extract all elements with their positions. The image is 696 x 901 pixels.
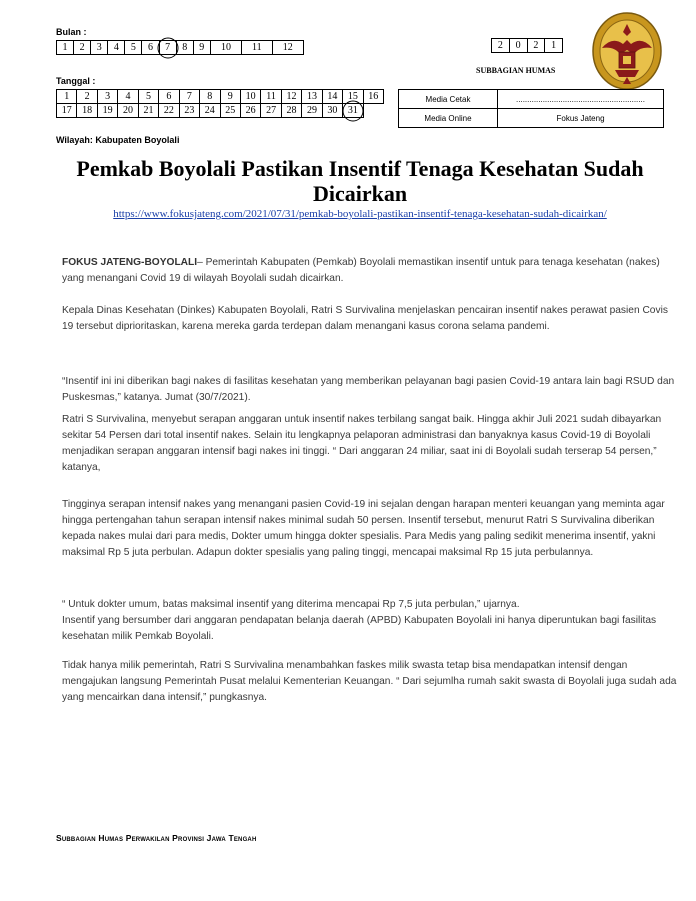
paragraph-5: Tingginya serapan intensif nakes yang menangani pasien Covid-19 ini sejalan dengan harapan menteri keuangan yang meminta agar hingga pertengahan tahun serapan intensif nakes minimal sudah 50 persen. Insentif tersebut, menurut Ratri S Survivalina diberikan kepada nakes mulai dari para medis, Dokter umum hingga dokter spesialis. Para Medis yang paling sedikit menerima insentif, yakni maksimal Rp 5 juta perbulan. Adapun dokter spesialis yang paling tinggi, mencapai maksimal Rp 15 juta perbulannya. <box>62 499 665 558</box>
tgl1-cell: 15 <box>343 90 363 104</box>
tgl1-cell: 12 <box>281 90 301 104</box>
bulan-cell: 1 <box>57 41 74 55</box>
tgl2-cell: 24 <box>200 104 220 118</box>
bulan-cell: 10 <box>210 41 241 55</box>
footer-label: Subbagian Humas Perwakilan Provinsi Jawa Tengah <box>56 833 257 843</box>
garuda-emblem <box>590 10 664 92</box>
tgl1-cell: 6 <box>159 90 179 104</box>
bulan-cell: 7 <box>159 41 176 55</box>
article-url-link[interactable]: https://www.fokusjateng.com/2021/07/31/pemkab-boyolali-pastikan-insentif-tenaga-kesehatan-sudah-dicairkan/ <box>113 208 607 220</box>
article-lead: FOKUS JATENG-BOYOLALI <box>62 257 198 268</box>
tgl1-cell: 2 <box>77 90 97 104</box>
tgl1-cell: 9 <box>220 90 240 104</box>
paragraph-3: “Insentif ini ini diberikan bagi nakes di fasilitas kesehatan yang memberikan pelayanan bagi pasien Covid-19 antara lain bagi RSUD dan Puskesmas,” katanya. Jumat (30/7/2021). <box>62 376 675 403</box>
media-table <box>398 89 664 128</box>
tgl2-cell: 26 <box>240 104 260 118</box>
year-cell: 2 <box>527 39 545 53</box>
bulan-cell: 2 <box>74 41 91 55</box>
tgl2-cell: 28 <box>281 104 301 118</box>
media-online-value: Fokus Jateng <box>498 109 664 128</box>
media-online-label: Media Online <box>399 109 498 128</box>
paragraph-7: Insentif yang bersumber dari anggaran pendapatan belanja daerah (APBD) Kabupaten Boyolali ini hanya diperuntukan bagi fasilitas kesehatan milik Pemkab Boyolali. <box>62 615 657 642</box>
tgl2-cell: 22 <box>159 104 179 118</box>
tgl1-cell: 8 <box>200 90 220 104</box>
year-cell: 2 <box>492 39 510 53</box>
tanggal-grid <box>56 89 384 118</box>
tgl1-cell: 4 <box>118 90 138 104</box>
tanggal-label: Tanggal : <box>56 76 96 86</box>
paragraph-1-text: – Pemerintah Kabupaten (Pemkab) Boyolali memastikan insentif untuk para tenaga kesehatan (nakes) yang menangani Covid 19 di wilayah Boyolali sudah dicairkan. <box>62 257 660 284</box>
year-grid <box>491 38 563 53</box>
paragraph-6: “ Untuk dokter umum, batas maksimal insentif yang diterima mencapai Rp 7,5 juta perbulan,” ujarnya. <box>62 599 520 610</box>
paragraph-2: Kepala Dinas Kesehatan (Dinkes) Kabupaten Boyolali, Ratri S Survivalina menjelaskan pencairan insentif nakes perawat pasien Covis 19 tersebut diprioritaskan, karena mereka garda terdepan dalam menangani kasus corona selama pandemi. <box>62 305 668 332</box>
tgl2-cell: 21 <box>138 104 158 118</box>
tgl2-cell: 25 <box>220 104 240 118</box>
paragraph-4: Ratri S Survivalina, menyebut serapan anggaran untuk insentif nakes terbilang sangat baik. Hingga akhir Juli 2021 sudah dibayarkan sekitar 54 Persen dari total insentif nakes. Selain itu lengkapnya pelaporan administrasi dan banyaknya kasus Covid-19 di Boyolali menjadikan serapan anggaran intensif bagi nakes ini tinggi. “ Dari anggaran 24 miliar, saat ini di Boyolali sudah terserap 54 persen,” katanya, <box>62 414 662 473</box>
bulan-cell: 8 <box>176 41 193 55</box>
article-title: Pemkab Boyolali Pastikan Insentif Tenaga Kesehatan Sudah Dicairkan <box>76 156 644 206</box>
bulan-label: Bulan : <box>56 27 87 37</box>
paragraph-8: Tidak hanya milik pemerintah, Ratri S Survivalina menambahkan faskes milik swasta tetap bisa mendapatkan intensif dengan mengajukan langsung Pemerintah Pusat melalui Kementerian Keuangan. “ Dari sejumlha rumah sakit swasta di Boyolali juga sudah ada yang mencairkan dana intensif,” pungkasnya. <box>62 660 677 703</box>
wilayah-label: Wilayah: Kabupaten Boyolali <box>56 135 180 145</box>
tgl2-cell: 23 <box>179 104 199 118</box>
tgl1-cell: 3 <box>97 90 117 104</box>
bulan-grid <box>56 40 304 55</box>
tgl2-cell: 27 <box>261 104 281 118</box>
tgl2-cell: 30 <box>322 104 342 118</box>
tgl2-cell: 20 <box>118 104 138 118</box>
bulan-cell: 4 <box>108 41 125 55</box>
tgl1-cell: 11 <box>261 90 281 104</box>
subbagian-humas-label: SUBBAGIAN HUMAS <box>476 66 556 75</box>
year-cell: 0 <box>509 39 527 53</box>
tgl2-cell: 18 <box>77 104 97 118</box>
bulan-cell: 9 <box>193 41 210 55</box>
tgl1-cell: 5 <box>138 90 158 104</box>
tgl2-cell: 17 <box>57 104 77 118</box>
bulan-cell: 11 <box>242 41 272 55</box>
bulan-cell: 12 <box>272 41 303 55</box>
tgl1-cell: 10 <box>240 90 260 104</box>
tgl1-cell: 14 <box>322 90 342 104</box>
tgl1-cell: 7 <box>179 90 199 104</box>
tgl1-cell: 13 <box>302 90 322 104</box>
bulan-cell: 3 <box>91 41 108 55</box>
tgl1-cell: 1 <box>57 90 77 104</box>
media-cetak-label: Media Cetak <box>399 90 498 109</box>
year-cell: 1 <box>545 39 563 53</box>
tgl2-cell: 19 <box>97 104 117 118</box>
media-cetak-value: .......................................................... <box>498 90 664 109</box>
paragraph-1 <box>62 255 677 287</box>
bulan-cell: 6 <box>142 41 159 55</box>
bulan-cell: 5 <box>125 41 142 55</box>
tgl1-cell: 16 <box>363 90 383 104</box>
tgl2-cell: 31 <box>343 104 363 118</box>
tgl2-cell: 29 <box>302 104 322 118</box>
